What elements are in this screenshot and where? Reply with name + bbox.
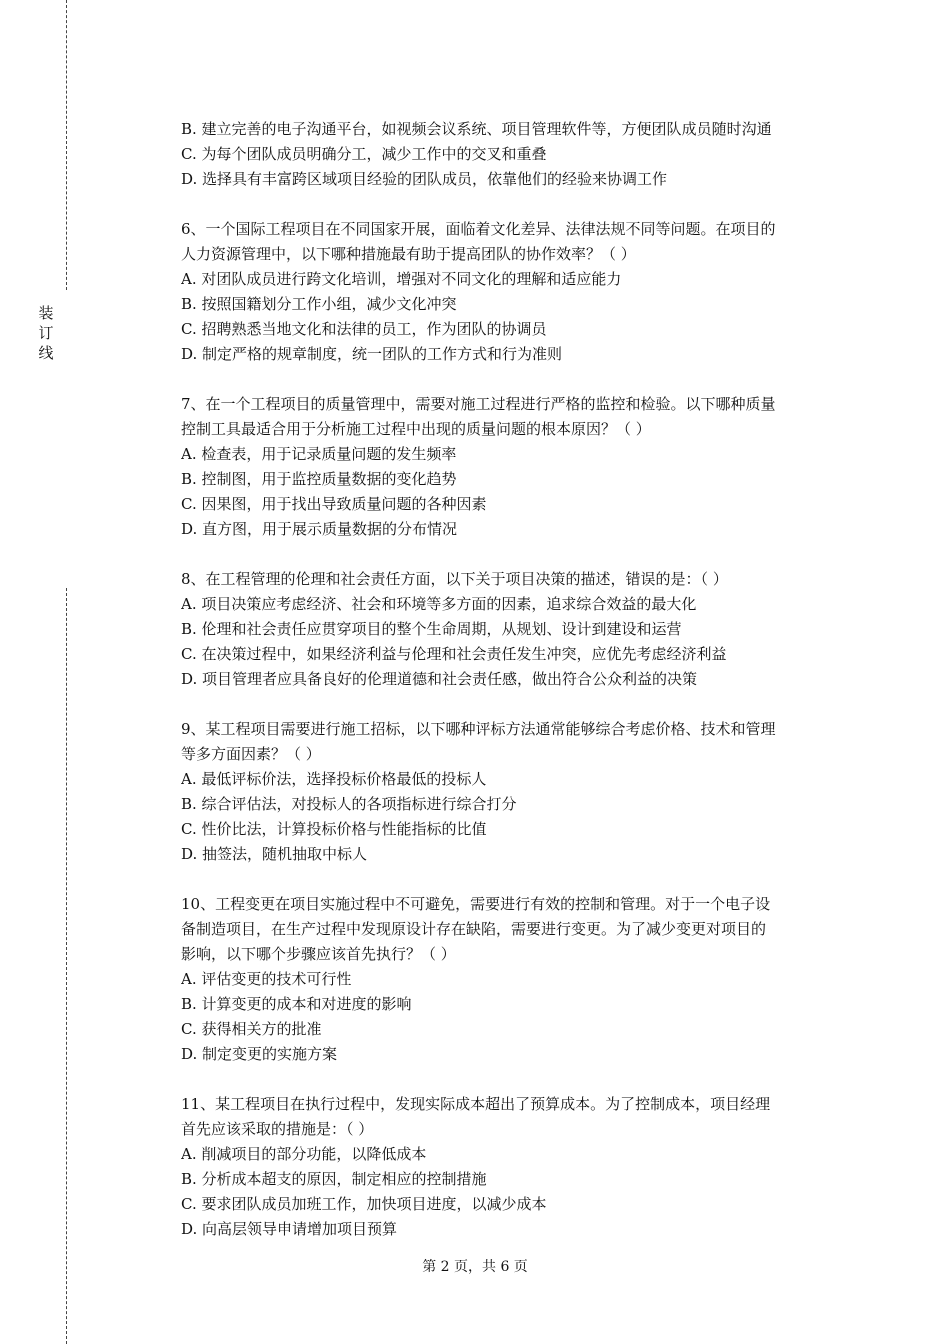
option-line: C. 要求团队成员加班工作，加快项目进度，以减少成本 [181,1195,547,1213]
binding-line-top [66,0,67,290]
option-line: D. 制定严格的规章制度，统一团队的工作方式和行为准则 [181,345,563,363]
option-line: B. 控制图，用于监控质量数据的变化趋势 [181,470,457,488]
option-line: D. 选择具有丰富跨区域项目经验的团队成员，依靠他们的经验来协调工作 [181,170,668,188]
option-line: C. 招聘熟悉当地文化和法律的员工，作为团队的协调员 [181,320,547,338]
question-stem-line: 影响，以下哪个步骤应该首先执行？（ ） [181,945,456,963]
option-line: C. 获得相关方的批准 [181,1020,322,1038]
option-line: D. 项目管理者应具备良好的伦理道德和社会责任感，做出符合公众利益的决策 [181,670,698,688]
binding-label-char: 订 [38,324,54,342]
question-stem-line: 首先应该采取的措施是：（ ） [181,1120,374,1138]
option-line: D. 向高层领导申请增加项目预算 [181,1220,398,1238]
question-block [181,1092,841,1242]
option-line: C. 因果图，用于找出导致质量问题的各种因素 [181,495,487,513]
option-line: B. 伦理和社会责任应贯穿项目的整个生命周期，从规划、设计到建设和运营 [181,620,682,638]
question-stem-line: 9、某工程项目需要进行施工招标，以下哪种评标方法通常能够综合考虑价格、技术和管理 [181,720,776,738]
question-stem-line: 8、在工程管理的伦理和社会责任方面，以下关于项目决策的描述，错误的是：（ ） [181,570,728,588]
option-line: D. 制定变更的实施方案 [181,1045,338,1063]
option-line: A. 检查表，用于记录质量问题的发生频率 [181,445,457,463]
question-block [181,717,841,867]
option-line: D. 直方图，用于展示质量数据的分布情况 [181,520,458,538]
question-block [181,217,841,367]
question-stem-line: 7、在一个工程项目的质量管理中，需要对施工过程进行严格的监控和检验。以下哪种质量 [181,395,776,413]
question-stem-line: 等多方面因素？（ ） [181,745,321,763]
question-stem-line: 10、工程变更在项目实施过程中不可避免，需要进行有效的控制和管理。对于一个电子设 [181,895,771,913]
question-block [181,892,841,1067]
binding-label [36,303,56,363]
binding-line-bottom [66,588,67,1344]
option-line: B. 综合评估法，对投标人的各项指标进行综合打分 [181,795,517,813]
question-stem-line: 11、某工程项目在执行过程中，发现实际成本超出了预算成本。为了控制成本，项目经理 [181,1095,771,1113]
question-list [181,217,841,1242]
question-stem-line: 备制造项目，在生产过程中发现原设计存在缺陷，需要进行变更。为了减少变更对项目的 [181,920,767,938]
option-line: A. 对团队成员进行跨文化培训，增强对不同文化的理解和适应能力 [181,270,622,288]
option-line: A. 最低评标价法，选择投标价格最低的投标人 [181,770,487,788]
page-number: 第 2 页，共 6 页 [422,1259,528,1275]
question-stem-line: 人力资源管理中，以下哪种措施最有助于提高团队的协作效率？（ ） [181,245,636,263]
option-line: C. 为每个团队成员明确分工，减少工作中的交叉和重叠 [181,145,547,163]
option-line: B. 分析成本超支的原因，制定相应的控制措施 [181,1170,487,1188]
option-line: B. 建立完善的电子沟通平台，如视频会议系统、项目管理软件等，方便团队成员随时沟通 [181,120,772,138]
option-line: A. 评估变更的技术可行性 [181,970,352,988]
exam-content [181,117,841,1242]
option-line: B. 计算变更的成本和对进度的影响 [181,995,412,1013]
option-line: C. 在决策过程中，如果经济利益与伦理和社会责任发生冲突，应优先考虑经济利益 [181,645,727,663]
option-line: C. 性价比法，计算投标价格与性能指标的比值 [181,820,487,838]
option-line: B. 按照国籍划分工作小组，减少文化冲突 [181,295,457,313]
carryover-options [181,117,841,192]
option-line: A. 项目决策应考虑经济、社会和环境等多方面的因素，追求综合效益的最大化 [181,595,697,613]
question-block [181,567,841,692]
question-stem-line: 控制工具最适合用于分析施工过程中出现的质量问题的根本原因？（ ） [181,420,651,438]
binding-label-char: 线 [38,344,54,362]
option-line: D. 抽签法，随机抽取中标人 [181,845,368,863]
question-block [181,392,841,542]
question-stem-line: 6、一个国际工程项目在不同国家开展，面临着文化差异、法律法规不同等问题。在项目的 [181,220,776,238]
option-line: A. 削减项目的部分功能，以降低成本 [181,1145,427,1163]
binding-label-char: 装 [38,304,54,322]
